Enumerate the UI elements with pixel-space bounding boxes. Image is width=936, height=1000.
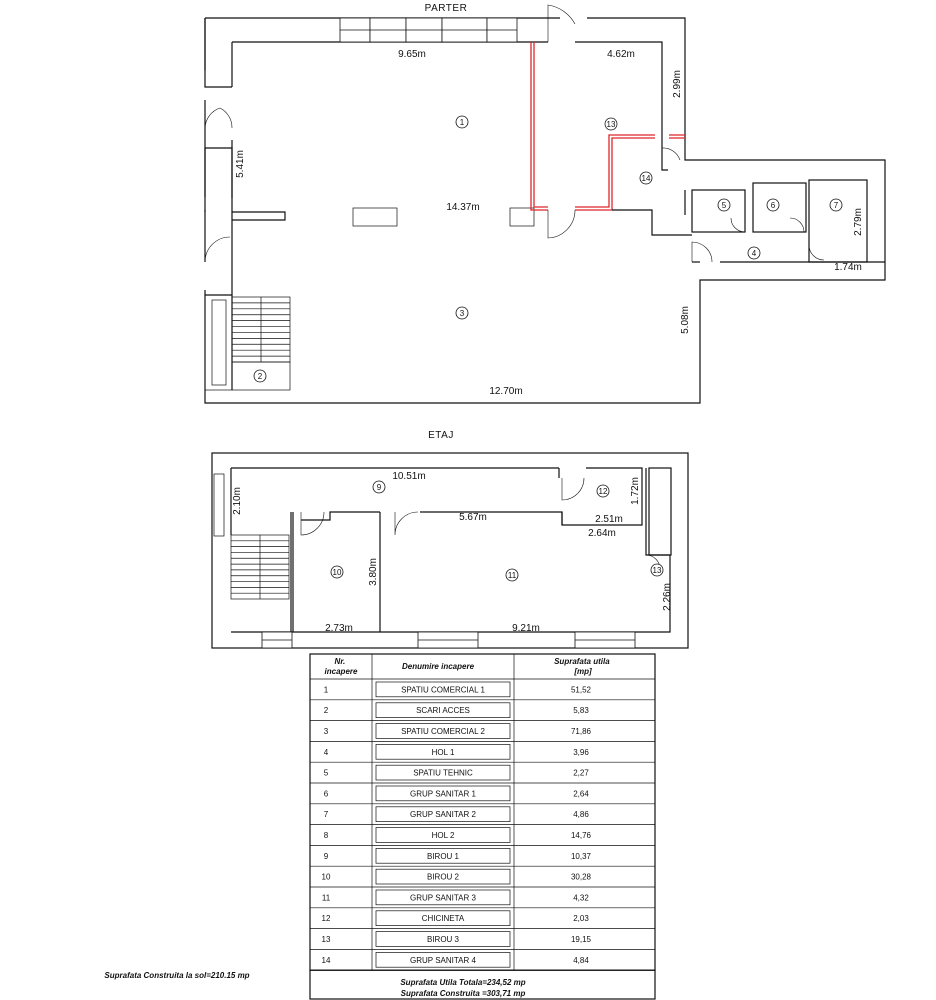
upper-right-cabinet [649, 468, 671, 555]
table-cell-name: BIROU 3 [426, 935, 460, 944]
dim-label: 2.51m [595, 514, 623, 525]
ground-room-label: 5 [721, 201, 727, 210]
table-header-nr-line2: incapere [324, 667, 358, 676]
upper-left-window [214, 474, 224, 536]
dim-label: 5.08m [680, 306, 691, 334]
dim-label: 9.65m [398, 49, 426, 60]
table-cell-nr: 1 [323, 685, 329, 695]
table-cell-nr: 13 [321, 935, 331, 944]
table-cell-area: 19,15 [570, 935, 592, 944]
table-cell-nr: 8 [323, 831, 329, 840]
table-cell-nr: 5 [323, 768, 329, 778]
dim-label: 9.21m [512, 623, 540, 634]
table-header-area [554, 657, 612, 676]
ground-floor-title: PARTER [424, 3, 468, 14]
ground-room-label: 13 [606, 120, 616, 129]
table-cell-name: SPATIU TEHNIC [413, 768, 473, 778]
upper-floor-plan [212, 430, 688, 648]
table-rows [322, 685, 592, 964]
table-cell-area: 4,86 [573, 810, 589, 820]
table-cell-nr: 2 [323, 706, 329, 716]
ground-room14-partition [612, 190, 692, 235]
dim-label: 2.10m [232, 487, 243, 515]
dim-label: 12.70m [489, 386, 523, 397]
dim-label: 2.79m [853, 208, 864, 236]
table-cell-nr: 14 [321, 955, 331, 965]
upper-room-label: 11 [507, 571, 517, 580]
upper-room-label: 12 [598, 487, 608, 496]
dim-label: 1.72m [630, 477, 641, 505]
ground-stair [205, 295, 290, 390]
table-cell-area: 5,83 [573, 706, 589, 716]
table-cell-nr: 10 [321, 872, 331, 882]
table-cell-name: BIROU 1 [426, 851, 460, 861]
ground-left-wall-pieces [205, 18, 232, 390]
ground-room-label: 3 [459, 309, 465, 318]
table-cell-area: 51,52 [570, 685, 592, 695]
dim-label: 2.73m [325, 623, 353, 634]
ground-floor-plan [205, 3, 885, 403]
ground-dimensions [235, 49, 864, 397]
ground-top-window-blocks [340, 18, 517, 42]
table-cell-area: 10,37 [570, 851, 592, 861]
table-cell-area: 71,86 [570, 727, 592, 736]
ground-room-labels [254, 116, 842, 382]
table-cell-name: GRUP SANITAR 3 [410, 893, 476, 903]
ground-room-label: 1 [459, 118, 465, 127]
table-cell-name: GRUP SANITAR 4 [410, 955, 476, 965]
table-cell-area: 4,84 [573, 955, 589, 965]
column-right [510, 208, 534, 226]
dim-label: 1.74m [834, 262, 862, 273]
table-cell-area: 3,96 [573, 747, 589, 757]
ground-room-label: 7 [833, 201, 839, 210]
table-cell-area: 30,28 [570, 872, 592, 882]
table-cell-nr: 7 [323, 810, 329, 820]
table-cell-nr: 4 [323, 747, 329, 757]
upper-outer-wall [212, 453, 688, 648]
table-cell-name: SPATIU COMERCIAL 1 [401, 685, 485, 695]
upper-room-label: 9 [376, 483, 382, 492]
table-header-area-line1: Suprafata utila [554, 657, 610, 666]
dim-label: 4.62m [607, 49, 635, 60]
ground-room-label: 2 [257, 372, 263, 381]
table-cell-nr: 12 [321, 914, 331, 924]
ground-inner-wall [232, 42, 668, 295]
column-center [353, 208, 397, 226]
table-header-nr-line1: Nr. [334, 657, 346, 666]
rooms-table [310, 654, 655, 999]
table-cell-name: CHICINETA [421, 914, 465, 924]
upper-bottom-windows [262, 632, 635, 648]
ground-room-label: 4 [751, 249, 757, 258]
table-cell-name: SCARI ACCES [416, 706, 470, 716]
table-cell-area: 4,32 [573, 893, 589, 903]
upper-stair [231, 535, 289, 599]
table-cell-name: GRUP SANITAR 1 [410, 789, 476, 799]
table-header-nr [325, 657, 358, 676]
dim-label: 2.26m [662, 583, 673, 611]
dim-label: 5.67m [459, 512, 487, 523]
ground-room-label: 14 [641, 174, 651, 183]
table-cell-name: HOL 2 [431, 831, 455, 840]
table-header-area-line2: [mp] [574, 667, 592, 676]
table-cell-area: 2,03 [573, 914, 589, 924]
ground-doors [205, 5, 824, 262]
upper-room12-walls [559, 468, 562, 525]
dim-label: 3.80m [368, 558, 379, 586]
ground-room-label: 6 [770, 201, 776, 210]
dim-label: 2.64m [588, 528, 616, 539]
table-total-utila: Suprafata Utila Totala=234,52 mp [400, 978, 526, 987]
footer-built-area: Suprafata Construita la sol=210.15 mp [104, 971, 250, 980]
table-cell-name: HOL 1 [431, 747, 455, 757]
table-cell-area: 2,27 [573, 768, 589, 778]
dim-label: 10.51m [392, 471, 426, 482]
table-cell-name: GRUP SANITAR 2 [410, 810, 476, 820]
upper-room-label: 10 [332, 568, 342, 577]
dim-label: 14.37m [446, 202, 480, 213]
table-cell-nr: 9 [323, 851, 329, 861]
table-cell-area: 2,64 [573, 789, 589, 799]
table-cell-nr: 6 [323, 789, 329, 799]
table-cell-name: SPATIU COMERCIAL 2 [401, 727, 485, 736]
upper-floor-title: ETAJ [428, 430, 454, 441]
dim-label: 2.99m [672, 70, 683, 98]
table-cell-nr: 3 [323, 727, 329, 736]
dim-label: 5.41m [235, 150, 246, 178]
table-header-name: Denumire incapere [401, 662, 475, 671]
upper-room-label: 13 [652, 566, 662, 575]
table-cell-name: BIROU 2 [426, 872, 460, 882]
table-total-construita: Suprafata Construita =303,71 mp [400, 989, 526, 998]
table-cell-nr: 11 [321, 893, 331, 903]
table-cell-area: 14,76 [570, 831, 592, 840]
table-border [310, 654, 655, 970]
table-grid [310, 654, 655, 999]
